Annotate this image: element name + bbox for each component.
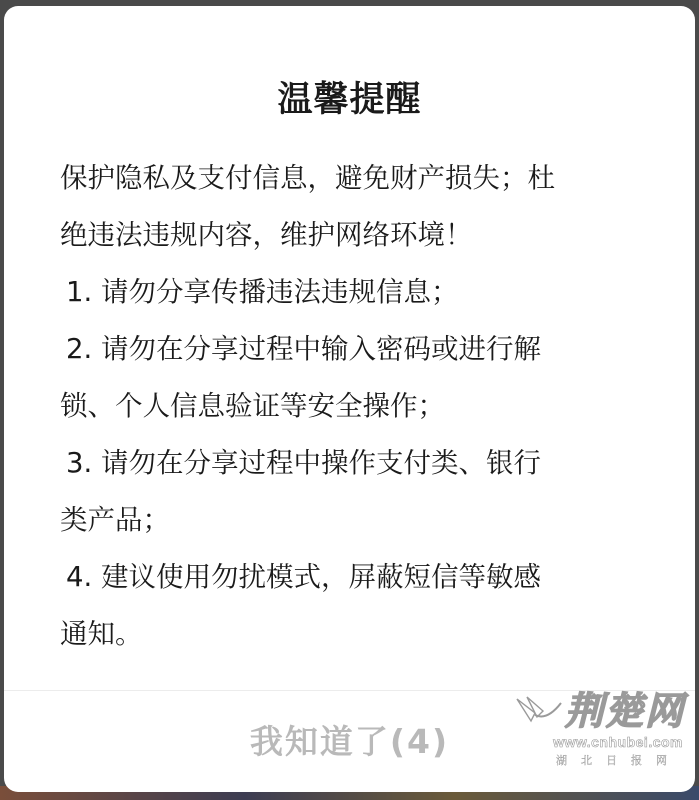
tip-item-2-continuation: 锁、个人信息验证等安全操作； xyxy=(60,390,445,422)
watermark-name: 荆楚网 xyxy=(564,688,685,733)
tip-item-text: 2. 请勿在分享过程中输入密码或进行解 xyxy=(66,333,541,365)
watermark-subtitle: 湖北日报网 xyxy=(556,754,681,767)
tip-item-4-continuation: 通知。 xyxy=(60,618,143,650)
tip-item-4-line xyxy=(60,549,645,606)
tip-item-3-line xyxy=(60,435,645,492)
warm-reminder-dialog xyxy=(4,6,695,792)
intro-line: 绝违法违规内容，维护网络环境！ xyxy=(60,219,473,251)
watermark-url: www.cnhubei.com xyxy=(553,734,683,750)
tip-item-1-line xyxy=(60,264,645,321)
intro-line: 保护隐私及支付信息，避免财产损失；杜 xyxy=(60,162,555,194)
i-understand-button[interactable]: 我知道了(4) xyxy=(4,692,695,792)
button-divider xyxy=(4,690,695,691)
tip-item-2-line xyxy=(60,321,645,378)
tip-item-text: 1. 请勿分享传播违法违规信息； xyxy=(66,276,459,308)
dialog-message xyxy=(60,150,645,663)
tip-item-3-continuation: 类产品； xyxy=(60,504,170,536)
tip-item-text: 4. 建议使用勿扰模式，屏蔽短信等敏感 xyxy=(66,561,541,593)
tip-item-text: 3. 请勿在分享过程中操作支付类、银行 xyxy=(66,447,541,479)
dialog-title: 温馨提醒 xyxy=(277,80,422,120)
